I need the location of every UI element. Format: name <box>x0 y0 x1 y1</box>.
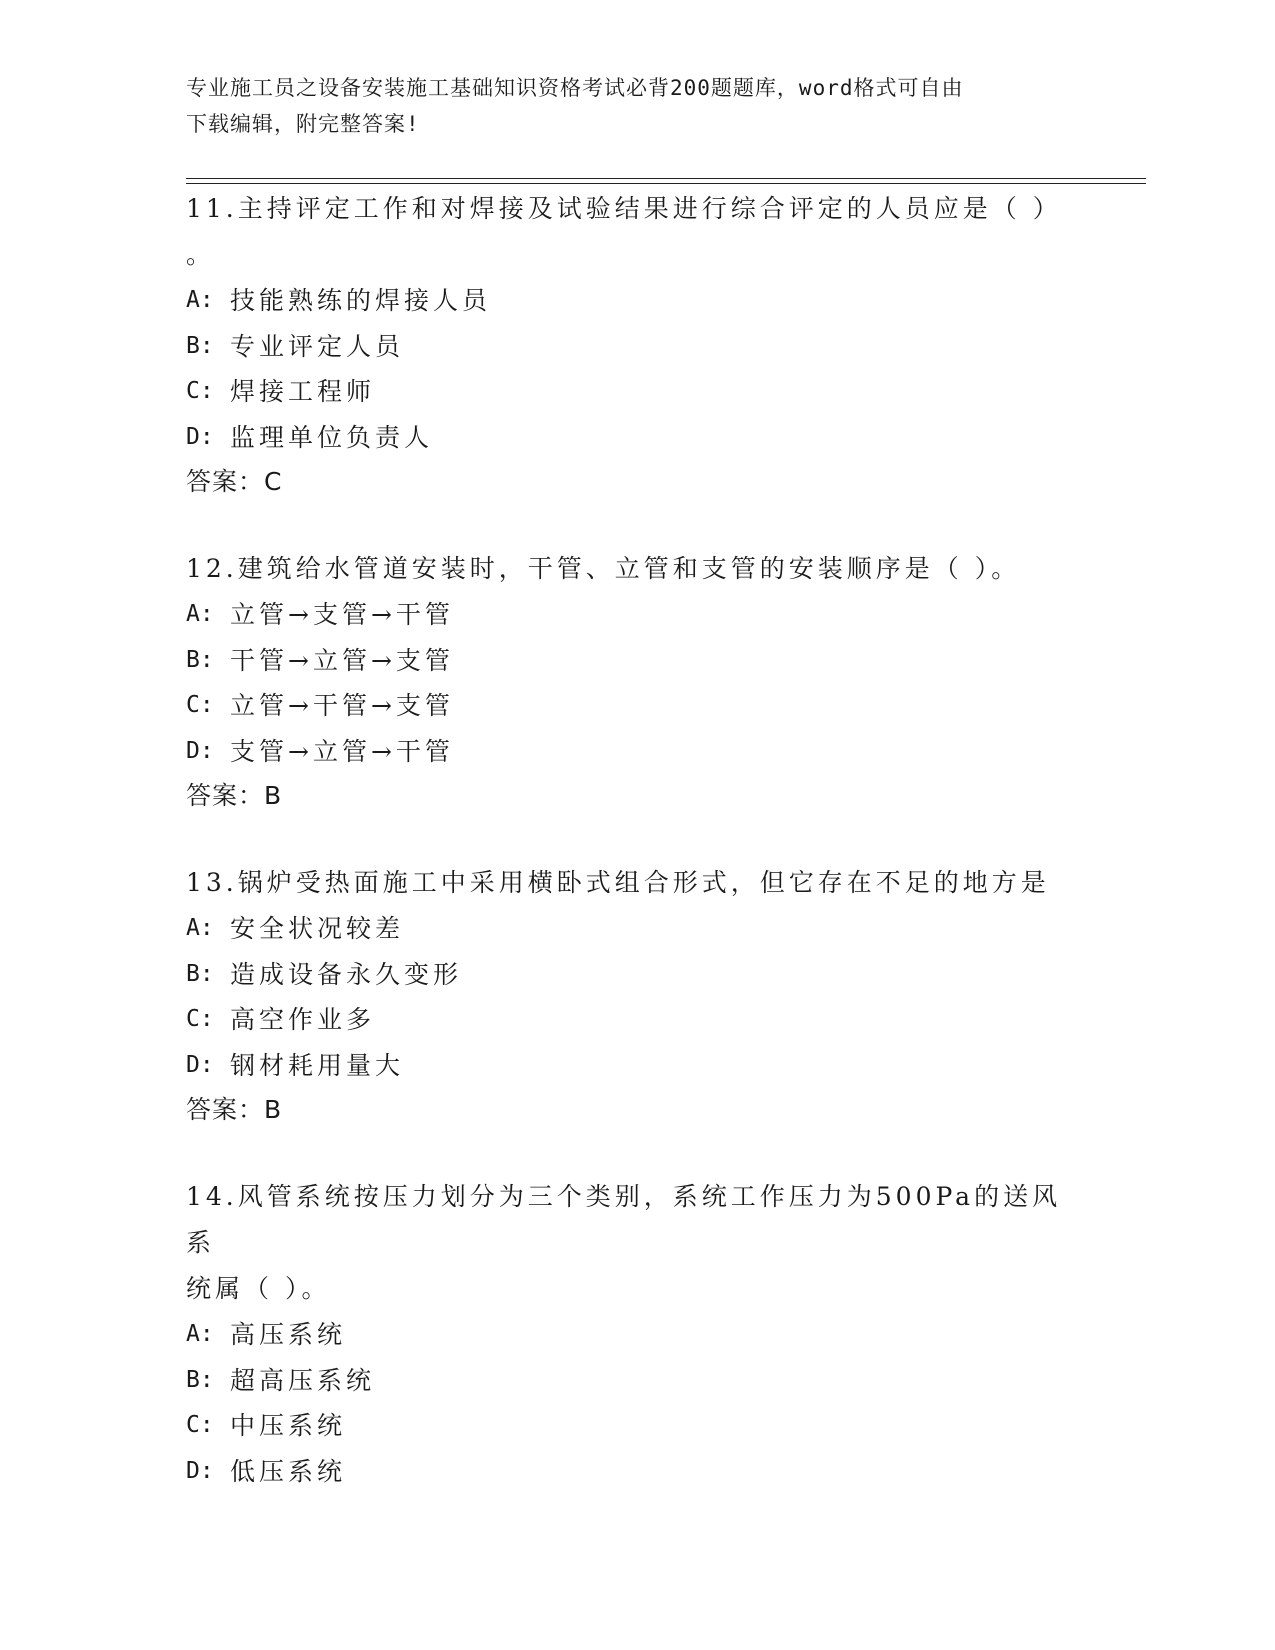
option-d <box>186 729 1086 775</box>
option-text: 支管→立管→干管 <box>230 736 454 766</box>
option-text: 技能熟练的焊接人员 <box>230 286 492 315</box>
option-letter: B: <box>186 646 214 673</box>
question-stem-line: 11.主持评定工作和对焊接及试验结果进行综合评定的人员应是（ ） <box>186 194 1062 223</box>
header-line-2: 下载编辑，附完整答案! <box>186 112 420 136</box>
option-a <box>186 592 1086 638</box>
question-stem <box>186 1174 1086 1312</box>
question-list <box>186 186 1086 1536</box>
option-text: 干管→立管→支管 <box>230 645 454 675</box>
header-divider-bottom <box>186 183 1146 184</box>
option-c <box>186 1403 1086 1449</box>
question-13 <box>186 860 1086 1132</box>
option-letter: C: <box>186 378 214 404</box>
question-stem-line: 统属（ ）。 <box>186 1274 331 1303</box>
option-d <box>186 1449 1086 1495</box>
answer-line: 答案：B <box>186 1095 283 1124</box>
option-b <box>186 1358 1086 1404</box>
header-divider-top <box>186 178 1146 179</box>
question-stem-line: 14.风管系统按压力划分为三个类别，系统工作压力为500Pa的送风系 <box>186 1182 1062 1257</box>
option-c <box>186 997 1086 1043</box>
question-stem <box>186 860 1086 906</box>
option-b <box>186 952 1086 998</box>
question-stem-line: 12.建筑给水管道安装时，干管、立管和支管的安装顺序是（ ）。 <box>186 554 1021 583</box>
option-b <box>186 638 1086 684</box>
option-letter: D: <box>186 737 214 764</box>
option-a <box>186 278 1086 324</box>
option-text: 立管→支管→干管 <box>230 600 454 629</box>
option-text: 焊接工程师 <box>230 377 376 406</box>
option-letter: B: <box>186 1366 214 1393</box>
option-a <box>186 906 1086 952</box>
question-11 <box>186 186 1086 504</box>
option-letter: D: <box>186 423 214 450</box>
option-letter: B: <box>186 332 214 359</box>
document-header <box>186 70 1066 142</box>
option-text: 监理单位负责人 <box>230 422 434 452</box>
option-letter: C: <box>186 1412 214 1438</box>
option-text: 低压系统 <box>230 1456 347 1486</box>
question-stem <box>186 186 1086 278</box>
option-letter: D: <box>186 1051 214 1078</box>
option-text: 造成设备永久变形 <box>230 959 463 989</box>
question-stem-line: 。 <box>186 240 216 269</box>
option-text: 中压系统 <box>230 1411 347 1440</box>
option-a <box>186 1312 1086 1358</box>
option-letter: A: <box>186 915 214 941</box>
option-letter: C: <box>186 692 214 718</box>
option-letter: C: <box>186 1006 214 1032</box>
option-text: 高压系统 <box>230 1320 347 1349</box>
option-letter: D: <box>186 1457 214 1484</box>
option-letter: A: <box>186 1321 214 1347</box>
question-stem-line: 13.锅炉受热面施工中采用横卧式组合形式，但它存在不足的地方是 <box>186 868 1050 897</box>
option-letter: B: <box>186 960 214 987</box>
option-c <box>186 683 1086 729</box>
option-letter: A: <box>186 287 214 313</box>
option-text: 安全状况较差 <box>230 914 405 943</box>
option-text: 专业评定人员 <box>230 331 405 361</box>
option-b <box>186 324 1086 370</box>
question-14 <box>186 1174 1086 1494</box>
answer-line: 答案：B <box>186 781 283 810</box>
question-stem <box>186 546 1086 592</box>
option-text: 高空作业多 <box>230 1005 376 1034</box>
option-d <box>186 1043 1086 1089</box>
option-letter: A: <box>186 601 214 627</box>
question-12 <box>186 546 1086 818</box>
option-text: 立管→干管→支管 <box>230 691 454 720</box>
option-text: 钢材耗用量大 <box>230 1050 405 1080</box>
option-c <box>186 369 1086 415</box>
option-d <box>186 415 1086 461</box>
header-line-1: 专业施工员之设备安装施工基础知识资格考试必背200题题库，word格式可自由 <box>186 76 964 100</box>
option-text: 超高压系统 <box>230 1365 376 1395</box>
answer-line: 答案：C <box>186 467 283 496</box>
